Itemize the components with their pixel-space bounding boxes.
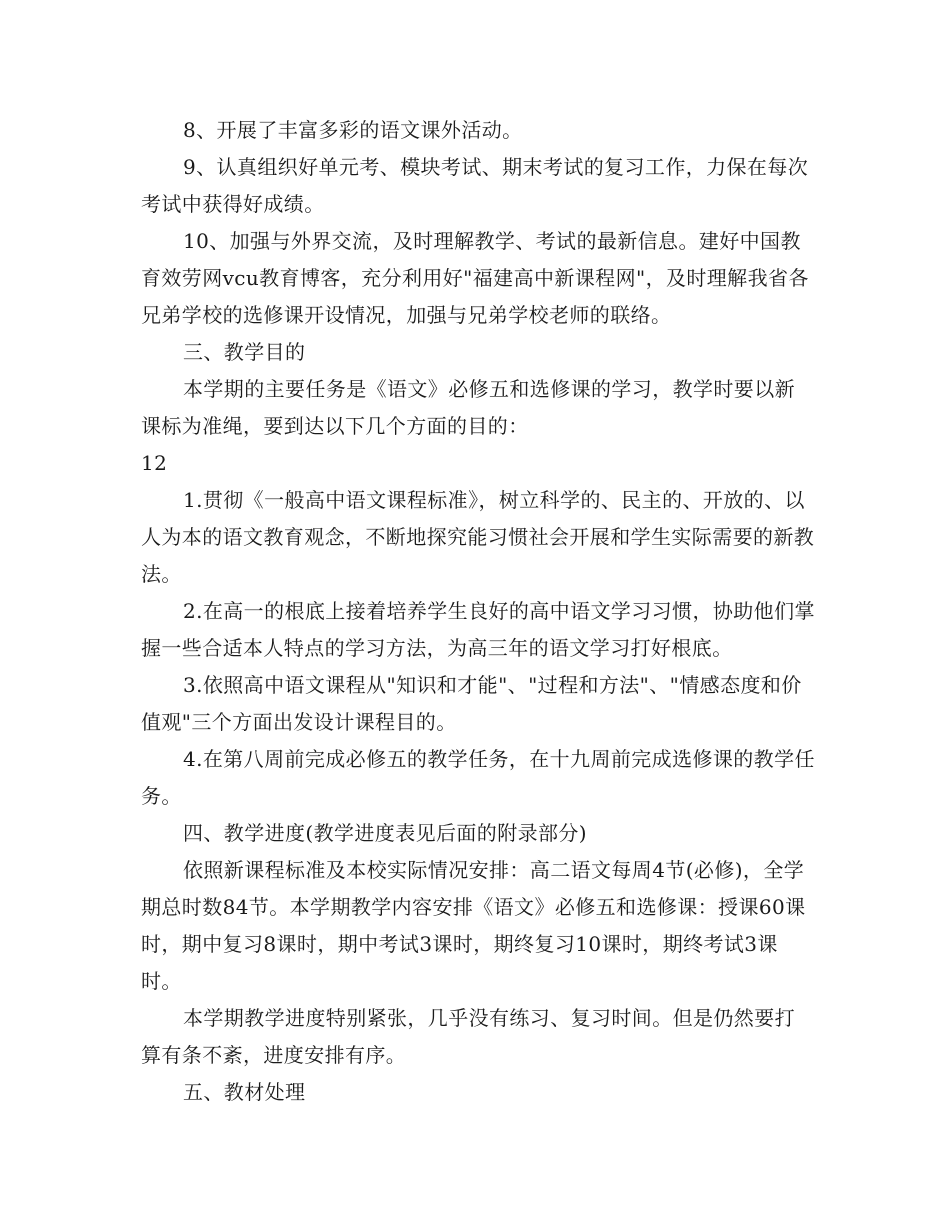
- paragraph-item-10: 10、加强与外界交流，及时理解教学、考试的最新信息。建好中国教育效劳网vcu教育博客，充分利用好"福建高中新课程网"，及时理解我省各兄弟学校的选修课开设情况，加强与兄弟学校老师的联络。: [141, 229, 809, 327]
- paragraph-progress-note: 本学期教学进度特别紧张，几乎没有练习、复习时间。但是仍然要打算有条不紊，进度安排有序。: [141, 1006, 795, 1067]
- document-body: [141, 112, 815, 1111]
- paragraph-item-8: 8、开展了丰富多彩的语文课外活动。: [183, 118, 523, 142]
- paragraph-schedule: 依照新课程标准及本校实际情况安排：高二语文每周4节(必修)，全学期总时数84节。本学期教学内容安排《语文》必修五和选修课：授课60课时，期中复习8课时，期中考试3课时，期终复习10课时，期终考试3课时。: [141, 858, 806, 993]
- section-heading-materials: 五、教材处理: [183, 1080, 306, 1104]
- goal-item-1: 1.贯彻《一般高中语文课程标准》，树立科学的、民主的、开放的、以人为本的语文教育观念，不断地探究能习惯社会开展和学生实际需要的新教法。: [141, 488, 815, 586]
- paragraph-semester-task: 本学期的主要任务是《语文》必修五和选修课的学习，教学时要以新课标为准绳，要到达以下几个方面的目的：: [141, 377, 795, 438]
- paragraph-item-9: 9、认真组织好单元考、模块考试、期末考试的复习工作，力保在每次考试中获得好成绩。: [141, 155, 809, 216]
- section-heading-teaching-goals: 三、教学目的: [183, 340, 306, 364]
- goal-item-3: 3.依照高中语文课程从"知识和才能"、"过程和方法"、"情感态度和价值观"三个方面出发设计课程目的。: [141, 673, 802, 734]
- stray-number-text: 12: [141, 451, 168, 475]
- section-heading-teaching-progress: 四、教学进度(教学进度表见后面的附录部分): [183, 821, 588, 845]
- goal-item-2: 2.在高一的根底上接着培养学生良好的高中语文学习习惯，协助他们掌握一些合适本人特点的学习方法，为高三年的语文学习打好根底。: [141, 599, 815, 660]
- goal-item-4: 4.在第八周前完成必修五的教学任务，在十九周前完成选修课的教学任务。: [141, 747, 815, 808]
